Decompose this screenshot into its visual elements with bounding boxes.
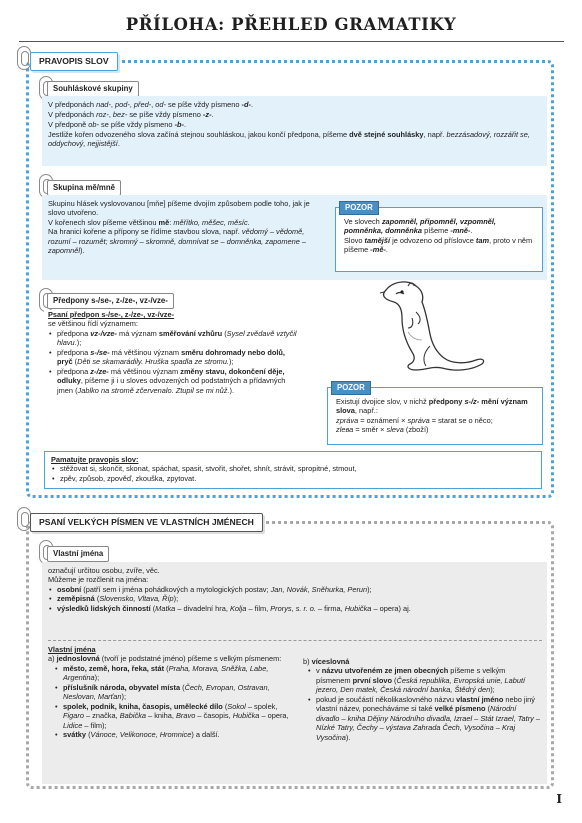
list-item: • spolek, podnik, kniha, časopis, umělecké dílo (Sokol – spolek, Figaro – značka, Babička – kniha, Bravo – časopis, Hubička – opera, Lidice – film);	[54, 702, 292, 730]
pamatujte-list	[51, 464, 535, 483]
list-item: • v názvu utvořeném ze jmen obecných píšeme s velkým písmenem první slovo (Česká republika, Evropská unie, Labutí jezero, Den matek, Česká národní banka, Štědrý den);	[307, 666, 541, 694]
predpony-list	[48, 329, 300, 395]
column-viceslovna	[303, 657, 541, 742]
section-heading: PRAVOPIS SLOV	[30, 52, 118, 71]
vlastni-list	[48, 585, 541, 613]
viceslovna-heading: b) víceslovná	[303, 657, 350, 666]
list-item: • svátky (Vánoce, Velikonoce, Hromnice) a další.	[54, 730, 292, 739]
viceslovna-list	[303, 666, 541, 742]
section-heading: PSANÍ VELKÝCH PÍSMEN VE VLASTNÍCH JMÉNECH	[30, 513, 263, 532]
pozor-label: POZOR	[339, 201, 379, 215]
pozor-box	[335, 207, 543, 272]
divider	[48, 640, 542, 641]
predpony-intro: se většinou řídí významem:	[48, 319, 138, 329]
predpony-subheading: Psaní předpon s-/se-, z-/ze-, vz-/vze-	[48, 310, 175, 319]
subsection-heading: Vlastní jména	[47, 546, 109, 562]
list-item: • stěžovat si, skončit, skonat, spáchat, spasit, stvořit, shořet, shnít, strávit, spropitné, stmout,	[51, 464, 535, 473]
list-item: • výsledků lidských činností (Matka – divadelní hra, Kolja – film, Prorys, s. r. o. – firma, Hubička – opera) aj.	[48, 604, 541, 613]
list-item: • pokud je součástí několikaslovného názvu vlastní jméno nebo jiný vlastní název, ponecháváme si také velké písmeno (Národní divadlo – kniha Dějiny Národního divadla, Izrael – Stát Izrael, Tatry – Nízké Tatry, Čechy – výstava Zahrada Čech, Vysočina – Kraj Vysočina).	[307, 695, 541, 742]
text-line: V předponě ob- se píše vždy písmeno -b-.	[48, 119, 187, 129]
pamatujte-box	[44, 451, 542, 489]
list-item: • město, země, hora, řeka, stát (Praha, Morava, Sněžka, Labe, Argentina);	[54, 664, 292, 683]
vlastni2-subheading: Vlastní jména	[48, 645, 96, 654]
list-item: • předpona z-/ze- má většinou význam změny stavu, dokončení děje, odluky, píšeme ji i u sloves odvozených od podstatných a přídavných jmen (Jablko na stromě zčervenalo. Ztupil se mi nůž.).	[48, 367, 300, 395]
pozor-text: Ve slovech zapomněl, připomněl, vzpomněl, pomněnka, domněnka píšeme -mně-. Slovo tamější je odvozeno od příslovce tam, proto v něm píšeme -mě-.	[344, 217, 533, 255]
list-item: • zpěv, způsob, zpověď, zkouška, zpytovat.	[51, 474, 535, 483]
subsection-heading: Skupina mě/mně	[47, 180, 121, 196]
list-item: • předpona vz-/vze- má význam směřování vzhůru (Sysel zvědavě vztyčil hlavu.);	[48, 329, 300, 348]
ground-squirrel-illustration	[372, 272, 490, 376]
text-line: V předponách nad-, pod-, před-, od- se píše vždy písmeno -d-.	[48, 100, 254, 109]
souhlaskove-panel	[42, 96, 547, 166]
column-jednoslovna	[48, 645, 292, 740]
pozor-box	[327, 387, 543, 445]
pamatujte-label: Pamatujte pravopis slov:	[51, 455, 139, 464]
pozor-label: POZOR	[331, 381, 371, 395]
paperclip-icon	[17, 507, 31, 531]
vlastni-intro: označují určitou osobu, zvíře, věc. Můžeme je rozčlenit na jména:	[48, 566, 160, 585]
list-item: • zeměpisná (Slovensko, Vltava, Říp);	[48, 594, 541, 603]
page-number: I	[556, 791, 562, 806]
souhlaskove-text	[48, 100, 541, 149]
pozor-text: Existují dvojice slov, v nichž předpony s-/z- mění význam slova, např.: zpráva = oznámení × správa = starat se o něco; zlева = směr × sleva (zboží)	[336, 397, 528, 435]
mne-text: Skupinu hlásek vyslovovanou [mňe] píšeme dvojím způsobem podle toho, jak je slovo utvořeno. V kořenech slov píšeme většinou mě: měřítko, měšec, měsíc. Na hranici kořene a přípony se řídíme stavbou slova, např. vědomý – vědomě, rozumí – rozumět; skromný – skromně, domnívat se – domněnka, zapomene – zapomněl).	[48, 199, 310, 256]
subsection-heading: Předpony s-/se-, z-/ze-, vz-/vze-	[47, 293, 174, 309]
list-item: • osobní (patří sem i jména pohádkových a mytologických postav; Jan, Novák, Sněhurka, Perun);	[48, 585, 541, 594]
list-item: • příslušník národa, obyvatel místa (Čech, Evropan, Ostravan, Neslovan, Marťan);	[54, 683, 292, 702]
subsection-heading: Souhláskové skupiny	[47, 81, 139, 97]
list-item: • předpona s-/se- má většinou význam směru dohromady nebo dolů, pryč (Děti se skamarádily. Hruška spadla ze stromu.);	[48, 348, 300, 367]
page-title: PŘÍLOHA: PŘEHLED GRAMATIKY	[0, 14, 582, 42]
text-line: V předponách roz-, bez- se píše vždy písmeno -z-.	[48, 109, 214, 119]
predpony-panel	[44, 310, 304, 450]
paperclip-icon	[17, 46, 31, 70]
jednoslovna-heading: a) jednoslovná (tvoří je podstatné jméno) píšeme s velkým písmenem:	[48, 654, 282, 664]
jednoslovna-list	[48, 664, 292, 740]
text-line: Jestliže kořen odvozeného slova začíná stejnou souhláskou, jakou končí předpona, píšeme dvě stejné souhlásky, např. bezzásadový, rozzářit se, oddychový, nejjistější.	[48, 129, 530, 149]
